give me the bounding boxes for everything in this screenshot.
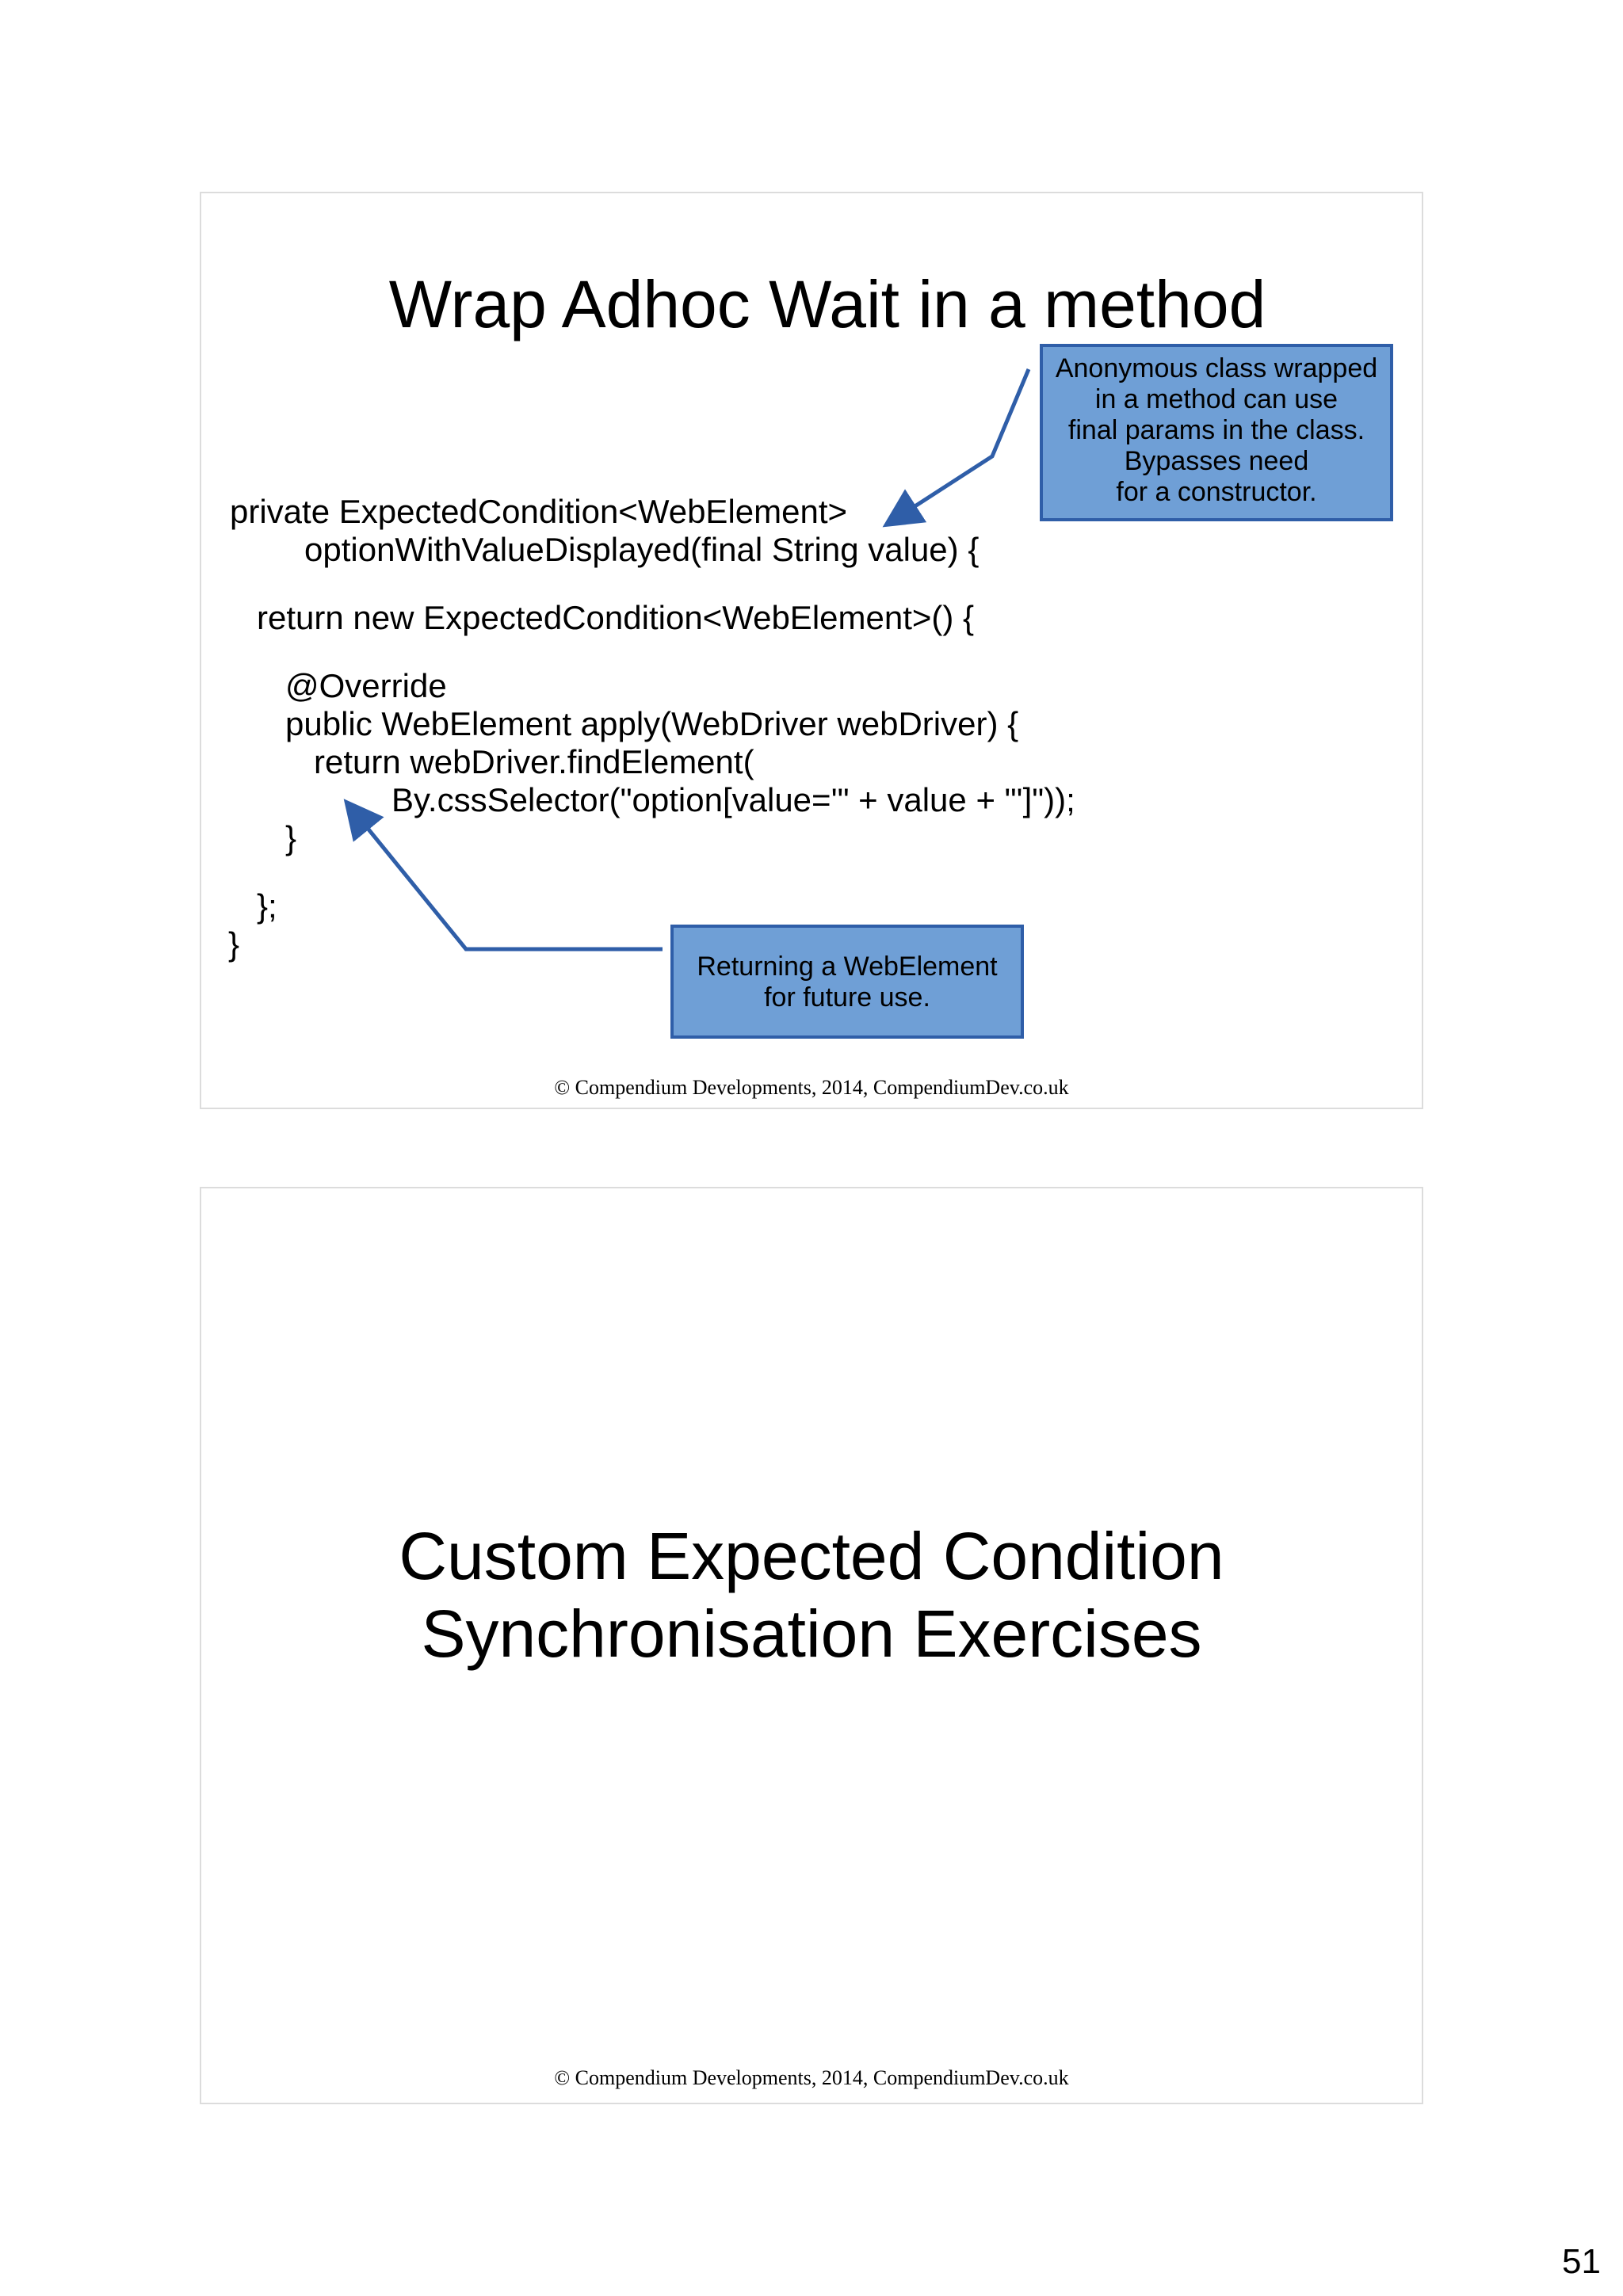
slide-title: Wrap Adhoc Wait in a method xyxy=(388,267,1266,341)
code-line: optionWithValueDisplayed(final String value) { xyxy=(304,531,980,568)
code-line: } xyxy=(285,819,297,856)
code-line: return webDriver.findElement( xyxy=(314,743,754,780)
callout-returning-webelement xyxy=(670,925,1024,1039)
callout-text: for future use. xyxy=(764,982,930,1013)
callout-text: final params in the class. xyxy=(1067,415,1365,445)
slide-title xyxy=(201,1517,1422,1672)
code-line: }; xyxy=(257,887,277,925)
slide-title-line: Synchronisation Exercises xyxy=(421,1596,1202,1671)
slide-custom-expected-condition xyxy=(200,1187,1423,2104)
code-line: By.cssSelector("option[value='" + value + "']")); xyxy=(391,781,1075,818)
code-line: return new ExpectedCondition<WebElement>() { xyxy=(257,599,975,636)
callout-text: Bypasses need xyxy=(1124,446,1309,476)
callout-text: Anonymous class wrapped xyxy=(1055,353,1378,383)
code-line: } xyxy=(228,925,240,963)
callout-text: for a constructor. xyxy=(1116,477,1317,507)
callout-anonymous-class xyxy=(1040,344,1393,521)
callout-text: Returning a WebElement xyxy=(697,952,998,982)
slide-footer: © Compendium Developments, 2014, CompendiumDev.co.uk xyxy=(554,2066,1069,2089)
slide-wrap-adhoc-wait xyxy=(200,192,1423,1109)
slide-footer: © Compendium Developments, 2014, CompendiumDev.co.uk xyxy=(554,1076,1069,1099)
callout-text: in a method can use xyxy=(1094,384,1338,414)
code-line: public WebElement apply(WebDriver webDriver) { xyxy=(285,705,1019,742)
slide-title-line: Custom Expected Condition xyxy=(399,1519,1224,1593)
code-line: private ExpectedCondition<WebElement> xyxy=(230,493,848,530)
page-number: 51 xyxy=(1562,2242,1601,2281)
code-line: @Override xyxy=(285,667,447,704)
